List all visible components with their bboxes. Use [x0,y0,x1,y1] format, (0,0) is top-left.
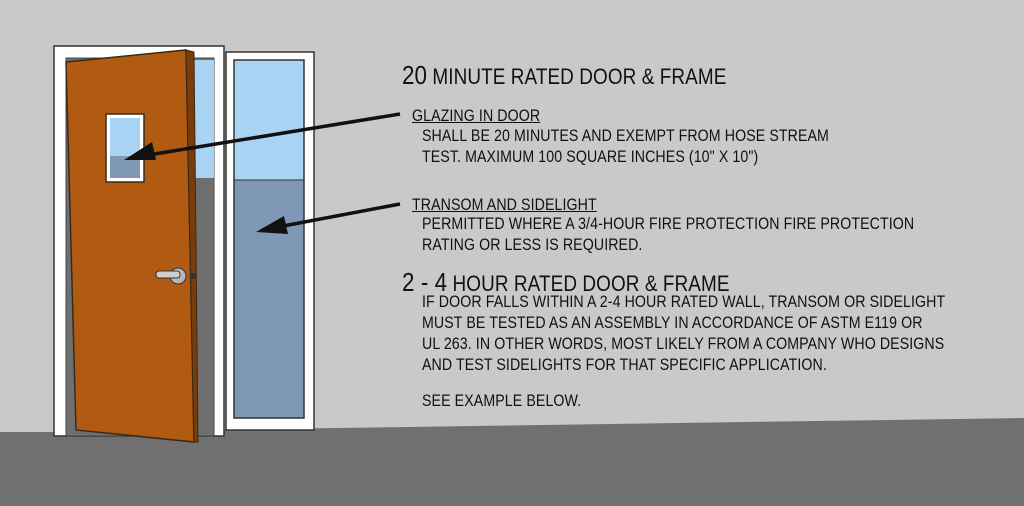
glazing-line-1: SHALL BE 20 MINUTES AND EXEMPT FROM HOSE STREAM [422,127,829,145]
transom-line-2: RATING OR LESS IS REQUIRED. [422,236,643,254]
heading-20-minute-num: 20 [402,60,428,90]
door-leaf [66,50,194,442]
heading-2-4-hour-rest: HOUR RATED DOOR & FRAME [452,271,730,296]
transom-title: TRANSOM AND SIDELIGHT [412,196,597,214]
heading-20-minute-rest: MINUTE RATED DOOR & FRAME [432,64,727,89]
door-glazing-sky [110,118,140,156]
heading-20-minute [402,60,726,91]
door-hinge-knob [190,273,196,279]
glazing-title: GLAZING IN DOOR [412,107,541,125]
rated-line-2: MUST BE TESTED AS AN ASSEMBLY IN ACCORDANCE OF ASTM E119 OR [422,314,923,332]
rated-line-4: AND TEST SIDELIGHTS FOR THAT SPECIFIC APPLICATION. [422,356,827,374]
glazing-line-2: TEST. MAXIMUM 100 SQUARE INCHES (10" X 10") [422,148,759,166]
see-example: SEE EXAMPLE BELOW. [422,392,582,410]
rated-line-1: IF DOOR FALLS WITHIN A 2-4 HOUR RATED WALL, TRANSOM OR SIDELIGHT [422,293,946,311]
transom-line-1: PERMITTED WHERE A 3/4-HOUR FIRE PROTECTION FIRE PROTECTION [422,215,915,233]
door-handle-lever [156,271,180,278]
sidelight-glass-lower [234,180,304,418]
heading-2-4-hour-num: 2 - 4 [402,267,448,297]
sidelight-glass-upper [234,60,304,180]
rated-line-3: UL 263. IN OTHER WORDS, MOST LIKELY FROM A COMPANY WHO DESIGNS [422,335,945,353]
